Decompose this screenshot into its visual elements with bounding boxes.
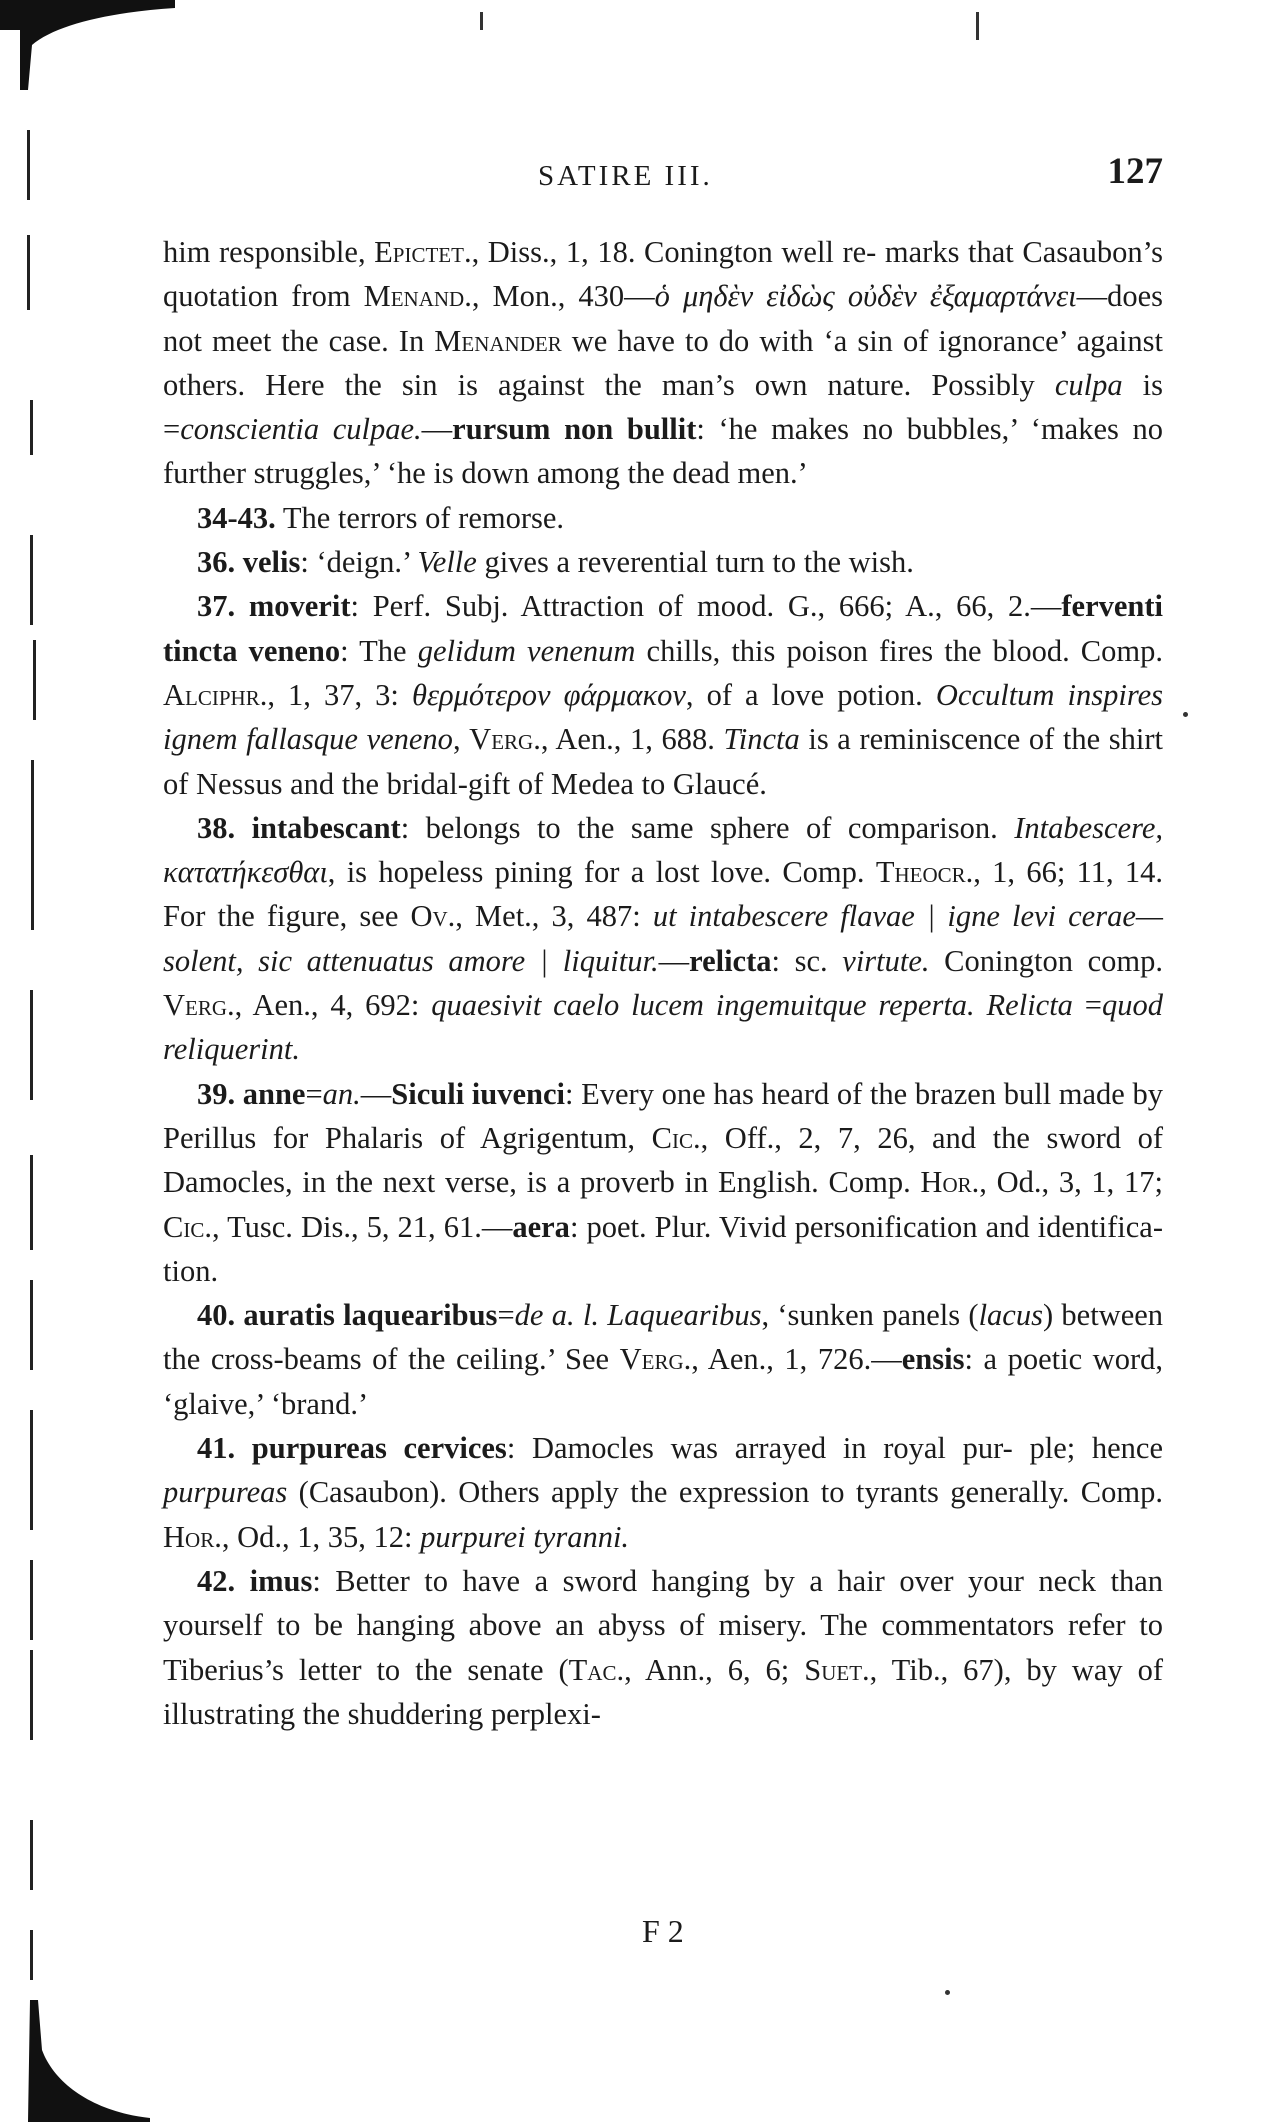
text-run: Tincta: [723, 722, 800, 757]
lemma: 41. purpureas cervices: [197, 1431, 507, 1466]
text-run: The terrors of remorse.: [275, 500, 565, 535]
text-run: de a. l.: [514, 1298, 599, 1333]
text-run: lacus: [978, 1298, 1043, 1333]
signature-mark: F 2: [642, 1913, 684, 1949]
text-run: chills, this poison fires the blood. Comp.: [635, 633, 1163, 668]
lemma: ensis: [901, 1342, 965, 1377]
text-run: ,: [452, 722, 470, 757]
author-citation: Verg.: [163, 988, 235, 1023]
author-citation: Hor.: [163, 1519, 222, 1554]
author-citation: Suet.: [804, 1652, 870, 1687]
text-run: : Every one has heard of the brazen bull made by Perillus for Phalaris of Agrigentum,: [163, 1076, 1163, 1155]
text-run: =: [305, 1076, 323, 1111]
text-run: —: [658, 943, 690, 978]
text-run: , Tib., 67), by way of illustrating the shuddering perplexi-: [163, 1652, 1164, 1731]
author-citation: Menander: [434, 323, 562, 358]
text-run: =: [497, 1298, 515, 1333]
text-run: : Better to have a sword hanging by a hair over your neck than yourself to be hanging above an abyss of misery. The commentators refer to Tiberius’s letter to the senate (: [163, 1563, 1163, 1687]
commentary-paragraph: [163, 1426, 1163, 1559]
text-run: him responsible,: [163, 235, 375, 269]
text-run: —: [360, 1076, 392, 1111]
text-run: : Damocles was arrayed in royal pur- ple; hence: [506, 1431, 1164, 1466]
text-run: , Aen., 4, 692:: [234, 988, 432, 1023]
text-run: we have to do with ‘a sin of ignorance’ against others. Here the sin is against the man’s own nature. Possibly: [163, 323, 1163, 402]
text-run: is =: [163, 367, 1164, 447]
text-run: , Od., 1, 35, 12:: [221, 1519, 421, 1554]
text-run: (Casaubon). Others apply the expression to tyrants generally. Comp.: [287, 1475, 1163, 1510]
text-run: culpa: [1054, 367, 1123, 402]
text-run: : a poetic word, ‘glaive,’ ‘brand.’: [163, 1342, 1163, 1421]
text-run: —does not meet the case. In: [163, 279, 1163, 358]
author-citation: Tac.: [568, 1652, 625, 1687]
commentary-paragraph: [163, 1072, 1163, 1293]
commentary-paragraph: [163, 540, 1163, 584]
text-run: , 1, 37, 3:: [267, 677, 412, 712]
lemma: 34-43.: [197, 500, 276, 535]
text-run: θερμότερον φάρμακον: [411, 677, 686, 712]
author-citation: Theocr.: [875, 855, 974, 890]
text-run: , is hopeless pining for a lost love. Comp.: [327, 855, 876, 890]
text-run: Intabescere, κατατήκεσθαι: [163, 810, 1163, 890]
text-run: , Ann., 6, 6;: [624, 1652, 805, 1687]
author-citation: Epictet.: [374, 235, 472, 269]
lemma: ferventi tincta veneno: [163, 589, 1163, 668]
page-number: 127: [1107, 151, 1163, 192]
text-run: Laquearibus: [607, 1298, 762, 1333]
commentary-paragraph: [163, 806, 1163, 1072]
commentary-paragraph: [163, 584, 1163, 805]
text-run: Relicta: [986, 988, 1073, 1023]
text-run: [975, 988, 987, 1022]
text-run: , Aen., 1, 726.—: [691, 1342, 902, 1377]
author-citation: Hor.: [920, 1165, 980, 1200]
author-citation: Cic.: [651, 1120, 701, 1155]
text-run: virtute.: [842, 943, 930, 978]
text-run: : ‘he makes no bubbles,’ ‘makes no further struggles,’ ‘he is down among the dead men.’: [163, 412, 1164, 491]
text-run: conscientia culpae.: [180, 412, 422, 447]
text-run: : The: [340, 633, 418, 668]
author-citation: Cic.: [163, 1209, 212, 1244]
text-run: : Perf. Subj. Attraction of mood. G., 666; A., 66, 2.—: [350, 589, 1062, 624]
text-run: an.: [322, 1076, 361, 1111]
text-run: Occultum inspires ignem fallasque veneno: [163, 677, 1163, 757]
author-citation: Verg.: [469, 722, 541, 757]
lemma: relicta: [689, 943, 772, 978]
lemma: 37. moverit: [197, 589, 351, 624]
text-run: gives a reverential turn to the wish.: [476, 545, 914, 580]
text-run: : sc.: [771, 943, 843, 978]
text-run: gelidum venenum: [417, 633, 636, 668]
author-citation: Ov.: [410, 899, 456, 934]
author-citation: Alciphr.: [163, 677, 268, 712]
lemma: 42. imus: [197, 1563, 313, 1598]
commentary-text: [163, 230, 1163, 1736]
text-run: is a reminiscence of the shirt of Nessus and the bridal-gift of Medea to Glaucé.: [163, 722, 1163, 801]
commentary-paragraph: [163, 1293, 1163, 1426]
text-run: —: [421, 412, 453, 447]
lemma: 39. anne: [197, 1076, 306, 1111]
lemma: aera: [512, 1209, 570, 1244]
text-run: ) between the cross-beams of the ceiling.’ See: [163, 1298, 1164, 1377]
text-run: Conington comp.: [929, 943, 1163, 978]
text-run: quod reliquerint.: [163, 988, 1163, 1067]
text-run: purpurei tyranni.: [420, 1519, 630, 1554]
text-run: , Diss., 1, 18. Conington well re- marks that Casaubon’s quotation from: [163, 235, 1163, 314]
speck: [1183, 712, 1188, 717]
text-run: =: [1072, 988, 1102, 1023]
text-run: ὁ μηδὲν εἰδὼς οὐδὲν ἐξαμαρτάνει: [654, 279, 1077, 314]
text-run: : poet. Plur. Vivid personification and identifica- tion.: [163, 1209, 1163, 1288]
page-header: [163, 150, 1163, 210]
commentary-paragraph: [163, 1559, 1163, 1736]
text-run: : ‘deign.’: [300, 545, 418, 580]
lemma: 36. velis: [197, 545, 301, 580]
text-run: Velle: [417, 545, 477, 580]
running-title: SATIRE III.: [538, 160, 713, 192]
commentary-paragraph: [163, 496, 1163, 540]
text-run: , Met., 3, 487:: [455, 899, 653, 934]
text-run: , Aen., 1, 688.: [540, 722, 724, 757]
author-citation: Verg.: [619, 1342, 692, 1377]
text-run: , ‘sunken panels (: [761, 1298, 979, 1333]
text-run: , 1, 66; 11, 14. For the figure, see: [163, 855, 1164, 934]
lemma: 38. intabescant: [197, 810, 401, 845]
lemma: Siculi iuvenci: [391, 1076, 566, 1111]
text-run: , Od., 3, 1, 17;: [979, 1165, 1163, 1200]
lemma: rursum non bullit: [452, 412, 697, 447]
commentary-paragraph: [163, 230, 1163, 496]
text-run: [599, 1298, 607, 1332]
text-run: ut intabescere flavae | igne levi cerae—solent, sic attenuatus amore | liquitur.: [163, 899, 1163, 978]
speck: [480, 12, 483, 30]
author-citation: Menand.: [363, 279, 472, 314]
speck: [945, 1990, 950, 1995]
text-run: , Mon., 430—: [471, 279, 655, 314]
text-run: , Off., 2, 7, 26, and the sword of Damocles, in the next verse, is a proverb in English. Comp.: [163, 1120, 1164, 1200]
text-run: , of a love potion.: [685, 677, 936, 712]
lemma: 40. auratis laquearibus: [197, 1298, 498, 1333]
text-run: , Tusc. Dis., 5, 21, 61.—: [211, 1209, 513, 1244]
scan-edge-artifact: [0, 0, 180, 2122]
text-run: quaesivit caelo lucem ingemuitque reperta.: [431, 988, 975, 1023]
text-run: purpureas: [163, 1475, 288, 1510]
speck: [976, 12, 979, 40]
text-run: : belongs to the same sphere of comparison.: [400, 810, 1015, 845]
